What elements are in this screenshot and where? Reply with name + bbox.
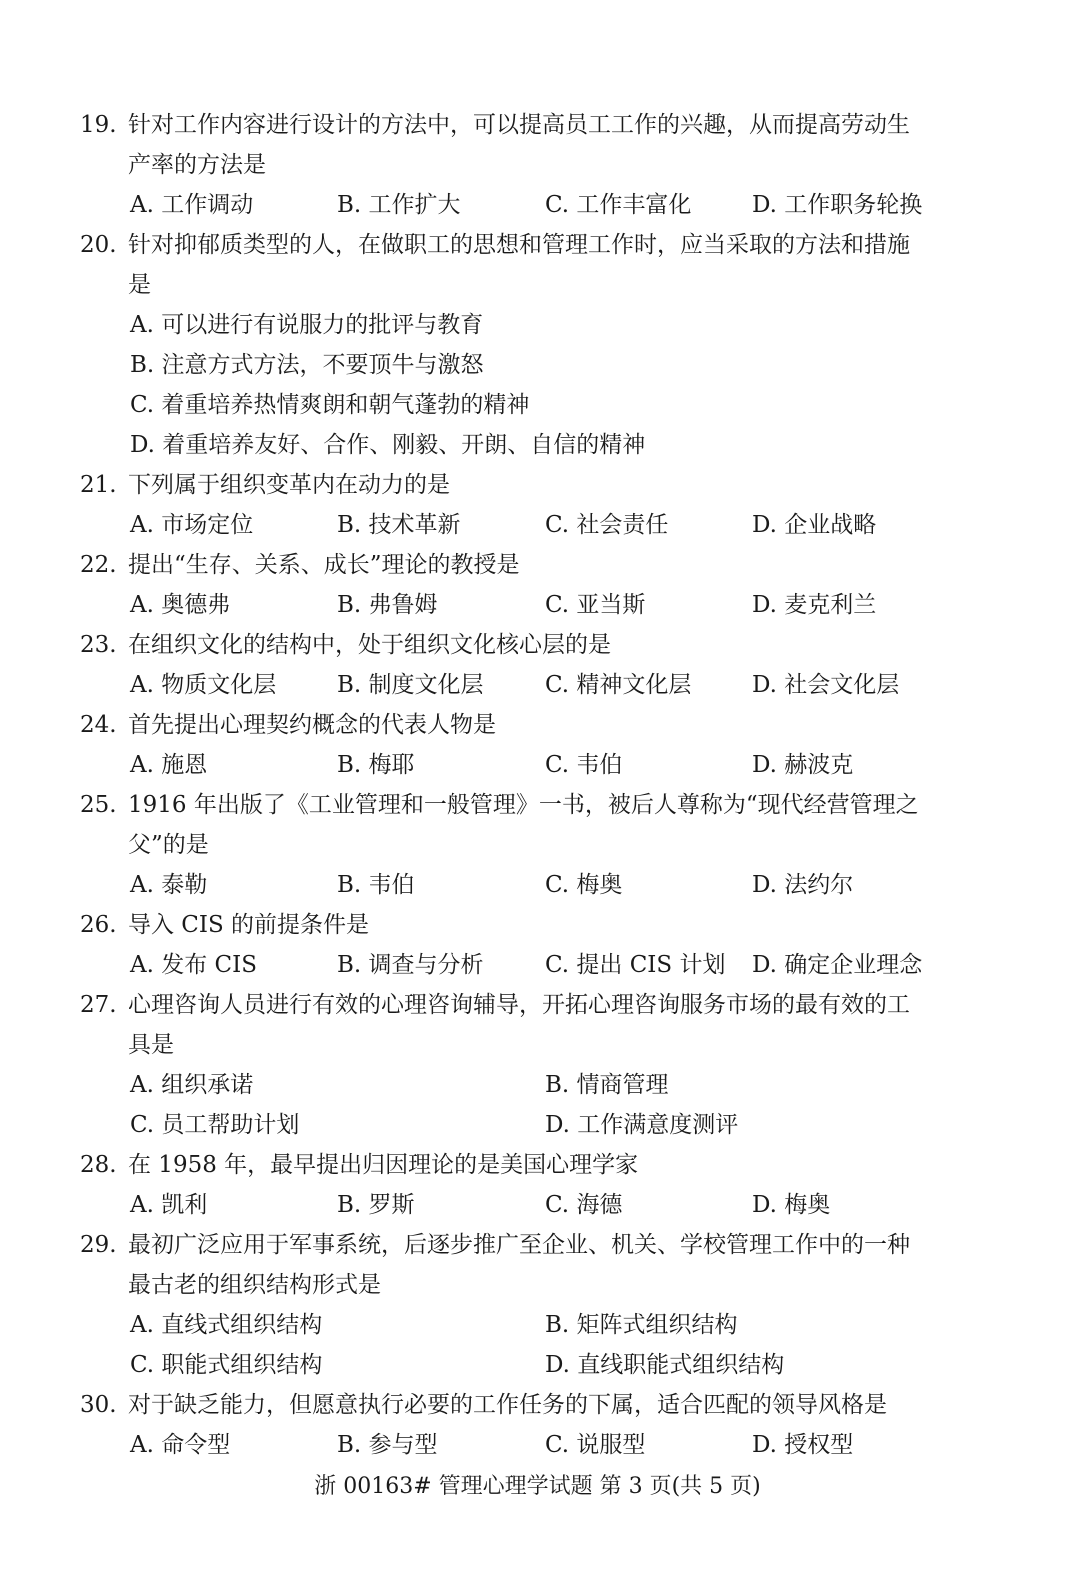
- answer-option: D. 直线职能式组织结构: [545, 1352, 785, 1378]
- question-text: 提出“生存、关系、成长”理论的教授是: [128, 552, 520, 578]
- answer-option: B. 弗鲁姆: [337, 592, 438, 618]
- answer-option: C. 梅奥: [545, 872, 623, 898]
- question-line: [0, 630, 1075, 660]
- answer-option: D. 社会文化层: [752, 672, 900, 698]
- answer-option: A. 发布 CIS: [130, 952, 257, 978]
- question-line: [0, 270, 1075, 300]
- question-number: 27.: [80, 992, 117, 1018]
- question-text: 针对抑郁质类型的人，在做职工的思想和管理工作时，应当采取的方法和措施: [128, 232, 910, 258]
- answer-option: A. 泰勒: [130, 872, 208, 898]
- question-text: 首先提出心理契约概念的代表人物是: [128, 712, 496, 738]
- question-line: [0, 1030, 1075, 1060]
- answer-option: C. 社会责任: [545, 512, 669, 538]
- question-line: [0, 790, 1075, 820]
- question-number: 28.: [80, 1152, 117, 1178]
- answer-option: C. 亚当斯: [545, 592, 646, 618]
- answer-option: D. 工作满意度测评: [545, 1112, 739, 1138]
- question-line: [0, 710, 1075, 740]
- question-text: 最古老的组织结构形式是: [128, 1272, 381, 1298]
- question-number: 23.: [80, 632, 117, 658]
- answer-option: D. 赫波克: [752, 752, 854, 778]
- answer-option: B. 制度文化层: [337, 672, 484, 698]
- answer-option: A. 工作调动: [130, 192, 254, 218]
- question-line: [0, 550, 1075, 580]
- answer-option: A. 奥德弗: [130, 592, 231, 618]
- question-number: 20.: [80, 232, 117, 258]
- question-line: [0, 150, 1075, 180]
- question-number: 29.: [80, 1232, 117, 1258]
- answer-option: C. 海德: [545, 1192, 623, 1218]
- question-line: [0, 910, 1075, 940]
- question-text: 对于缺乏能力，但愿意执行必要的工作任务的下属，适合匹配的领导风格是: [128, 1392, 887, 1418]
- answer-option: B. 技术革新: [337, 512, 461, 538]
- question-line: [0, 1390, 1075, 1420]
- question-line: [0, 830, 1075, 860]
- answer-option: D. 着重培养友好、合作、刚毅、开朗、自信的精神: [130, 432, 646, 458]
- answer-option: C. 韦伯: [545, 752, 623, 778]
- question-line: [0, 470, 1075, 500]
- answer-option: B. 梅耶: [337, 752, 415, 778]
- answer-option: A. 施恩: [130, 752, 208, 778]
- answer-option: B. 注意方式方法，不要顶牛与激怒: [130, 352, 484, 378]
- answer-option: A. 组织承诺: [130, 1072, 254, 1098]
- answer-option: D. 企业战略: [752, 512, 877, 538]
- answer-option: A. 可以进行有说服力的批评与教育: [130, 312, 484, 338]
- question-number: 19.: [80, 112, 117, 138]
- question-text: 针对工作内容进行设计的方法中，可以提高员工工作的兴趣，从而提高劳动生: [128, 112, 910, 138]
- answer-option: B. 参与型: [337, 1432, 438, 1458]
- answer-option: B. 工作扩大: [337, 192, 461, 218]
- question-number: 21.: [80, 472, 117, 498]
- question-text: 父”的是: [128, 832, 209, 858]
- answer-option: C. 着重培养热情爽朗和朝气蓬勃的精神: [130, 392, 530, 418]
- question-line: [0, 1270, 1075, 1300]
- question-line: [0, 990, 1075, 1020]
- answer-option: A. 凯利: [130, 1192, 208, 1218]
- answer-option: A. 命令型: [130, 1432, 231, 1458]
- question-text: 在组织文化的结构中，处于组织文化核心层的是: [128, 632, 611, 658]
- answer-option: C. 提出 CIS 计划: [545, 952, 726, 978]
- question-number: 30.: [80, 1392, 117, 1418]
- question-line: [0, 1150, 1075, 1180]
- question-number: 26.: [80, 912, 117, 938]
- question-number: 24.: [80, 712, 117, 738]
- answer-option: B. 情商管理: [545, 1072, 669, 1098]
- question-text: 是: [128, 272, 151, 298]
- question-number: 22.: [80, 552, 117, 578]
- answer-option: C. 精神文化层: [545, 672, 692, 698]
- answer-option: B. 矩阵式组织结构: [545, 1312, 738, 1338]
- answer-option: C. 职能式组织结构: [130, 1352, 323, 1378]
- answer-option: B. 调查与分析: [337, 952, 484, 978]
- answer-option: D. 确定企业理念: [752, 952, 923, 978]
- answer-option: D. 麦克利兰: [752, 592, 877, 618]
- question-text: 在 1958 年，最早提出归因理论的是美国心理学家: [128, 1152, 639, 1178]
- answer-option: D. 法约尔: [752, 872, 854, 898]
- answer-option: D. 工作职务轮换: [752, 192, 923, 218]
- answer-option: A. 直线式组织结构: [130, 1312, 323, 1338]
- answer-option: B. 韦伯: [337, 872, 415, 898]
- question-line: [0, 230, 1075, 260]
- question-text: 产率的方法是: [128, 152, 266, 178]
- answer-option: B. 罗斯: [337, 1192, 415, 1218]
- question-text: 心理咨询人员进行有效的心理咨询辅导，开拓心理咨询服务市场的最有效的工: [128, 992, 910, 1018]
- question-line: [0, 110, 1075, 140]
- question-text: 下列属于组织变革内在动力的是: [128, 472, 450, 498]
- question-text: 最初广泛应用于军事系统，后逐步推广至企业、机关、学校管理工作中的一种: [128, 1232, 910, 1258]
- question-text: 导入 CIS 的前提条件是: [128, 912, 370, 938]
- question-number: 25.: [80, 792, 117, 818]
- answer-option: A. 物质文化层: [130, 672, 277, 698]
- page-footer: 浙 00163# 管理心理学试题 第 3 页(共 5 页): [314, 1474, 761, 1499]
- answer-option: A. 市场定位: [130, 512, 254, 538]
- answer-option: C. 工作丰富化: [545, 192, 692, 218]
- question-text: 具是: [128, 1032, 174, 1058]
- answer-option: C. 员工帮助计划: [130, 1112, 300, 1138]
- answer-option: C. 说服型: [545, 1432, 646, 1458]
- answer-option: D. 授权型: [752, 1432, 854, 1458]
- question-line: [0, 1230, 1075, 1260]
- answer-option: D. 梅奥: [752, 1192, 831, 1218]
- question-text: 1916 年出版了《工业管理和一般管理》一书，被后人尊称为“现代经营管理之: [128, 792, 919, 818]
